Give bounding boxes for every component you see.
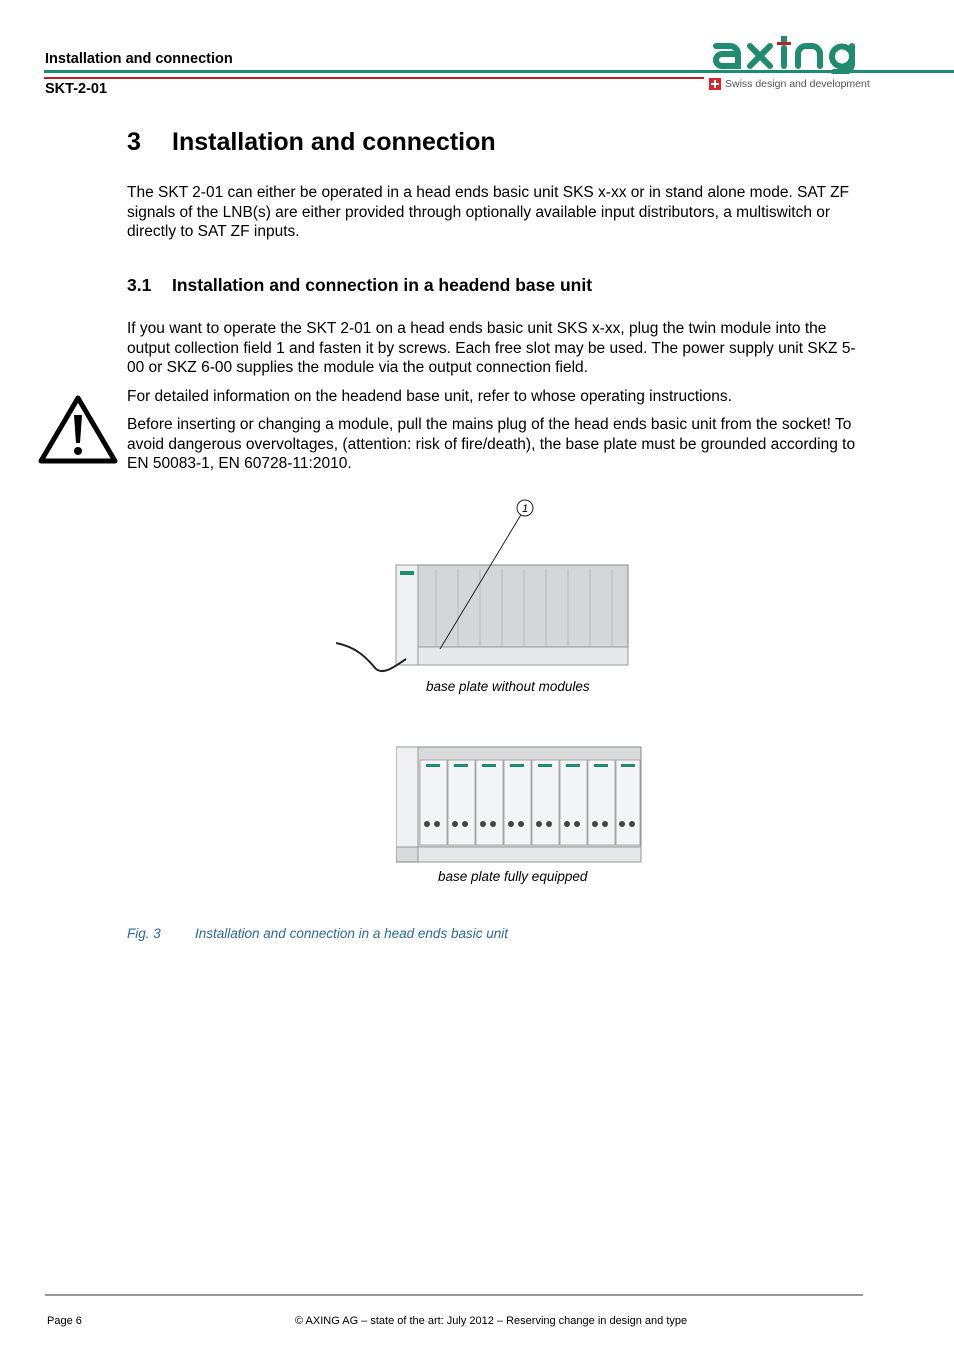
callout-number: 1 (521, 503, 529, 515)
header-product: SKT-2-01 (45, 81, 108, 97)
figure-label: Fig. 3 (127, 926, 161, 941)
section-number: 3.1 (127, 275, 152, 295)
base-plate-empty-image (336, 497, 646, 682)
intro-paragraph: The SKT 2-01 can either be operated in a head ends basic unit SKS x-xx or in stand alone mode. SAT ZF signals of the LNB(s) are either provided through optionally available input distributors, a multiswitch or directly to SAT ZF inputs. (127, 184, 850, 240)
axing-logo (708, 34, 878, 74)
base-plate-full-image (396, 742, 646, 867)
section-paragraph-2: For detailed information on the headend base unit, refer to whose operating instructions. (127, 388, 732, 405)
section-title: Installation and connection in a headend base unit (172, 275, 593, 295)
image2-caption: base plate fully equipped (438, 869, 588, 884)
chapter-number: 3 (127, 128, 141, 156)
warning-icon (37, 393, 119, 465)
footer-rule (45, 1294, 863, 1296)
warning-paragraph: Before inserting or changing a module, pull the mains plug of the head ends basic unit from the socket! To avoid dangerous overvoltages, (attention: risk of fire/death), the base plate must be grounded according to EN 50083-1, EN 60728-11:2010. (127, 416, 856, 472)
brand-tagline-text: Swiss design and development (725, 78, 870, 90)
section-paragraph-1: If you want to operate the SKT 2-01 on a head ends basic unit SKS x-xx, plug the twin module into the output collection field 1 and fasten it by screws. Each free slot may be used. The power supply unit SKZ 5-00 or SKZ 6-00 supplies the module via the output connection field. (127, 320, 856, 376)
figure-caption (127, 926, 508, 941)
section-heading (127, 275, 592, 296)
header-rule-red (44, 77, 704, 79)
chapter-heading (127, 128, 496, 157)
figure-caption-text: Installation and connection in a head ends basic unit (195, 926, 508, 941)
footer-copyright: © AXING AG – state of the art: July 2012 – Reserving change in design and type (295, 1315, 688, 1327)
brand-tagline (709, 77, 870, 91)
chapter-title: Installation and connection (172, 128, 496, 156)
header-title: Installation and connection (45, 51, 233, 67)
swiss-flag-icon (709, 78, 721, 90)
footer-page-number: Page 6 (47, 1315, 82, 1327)
image1-caption: base plate without modules (426, 679, 590, 694)
